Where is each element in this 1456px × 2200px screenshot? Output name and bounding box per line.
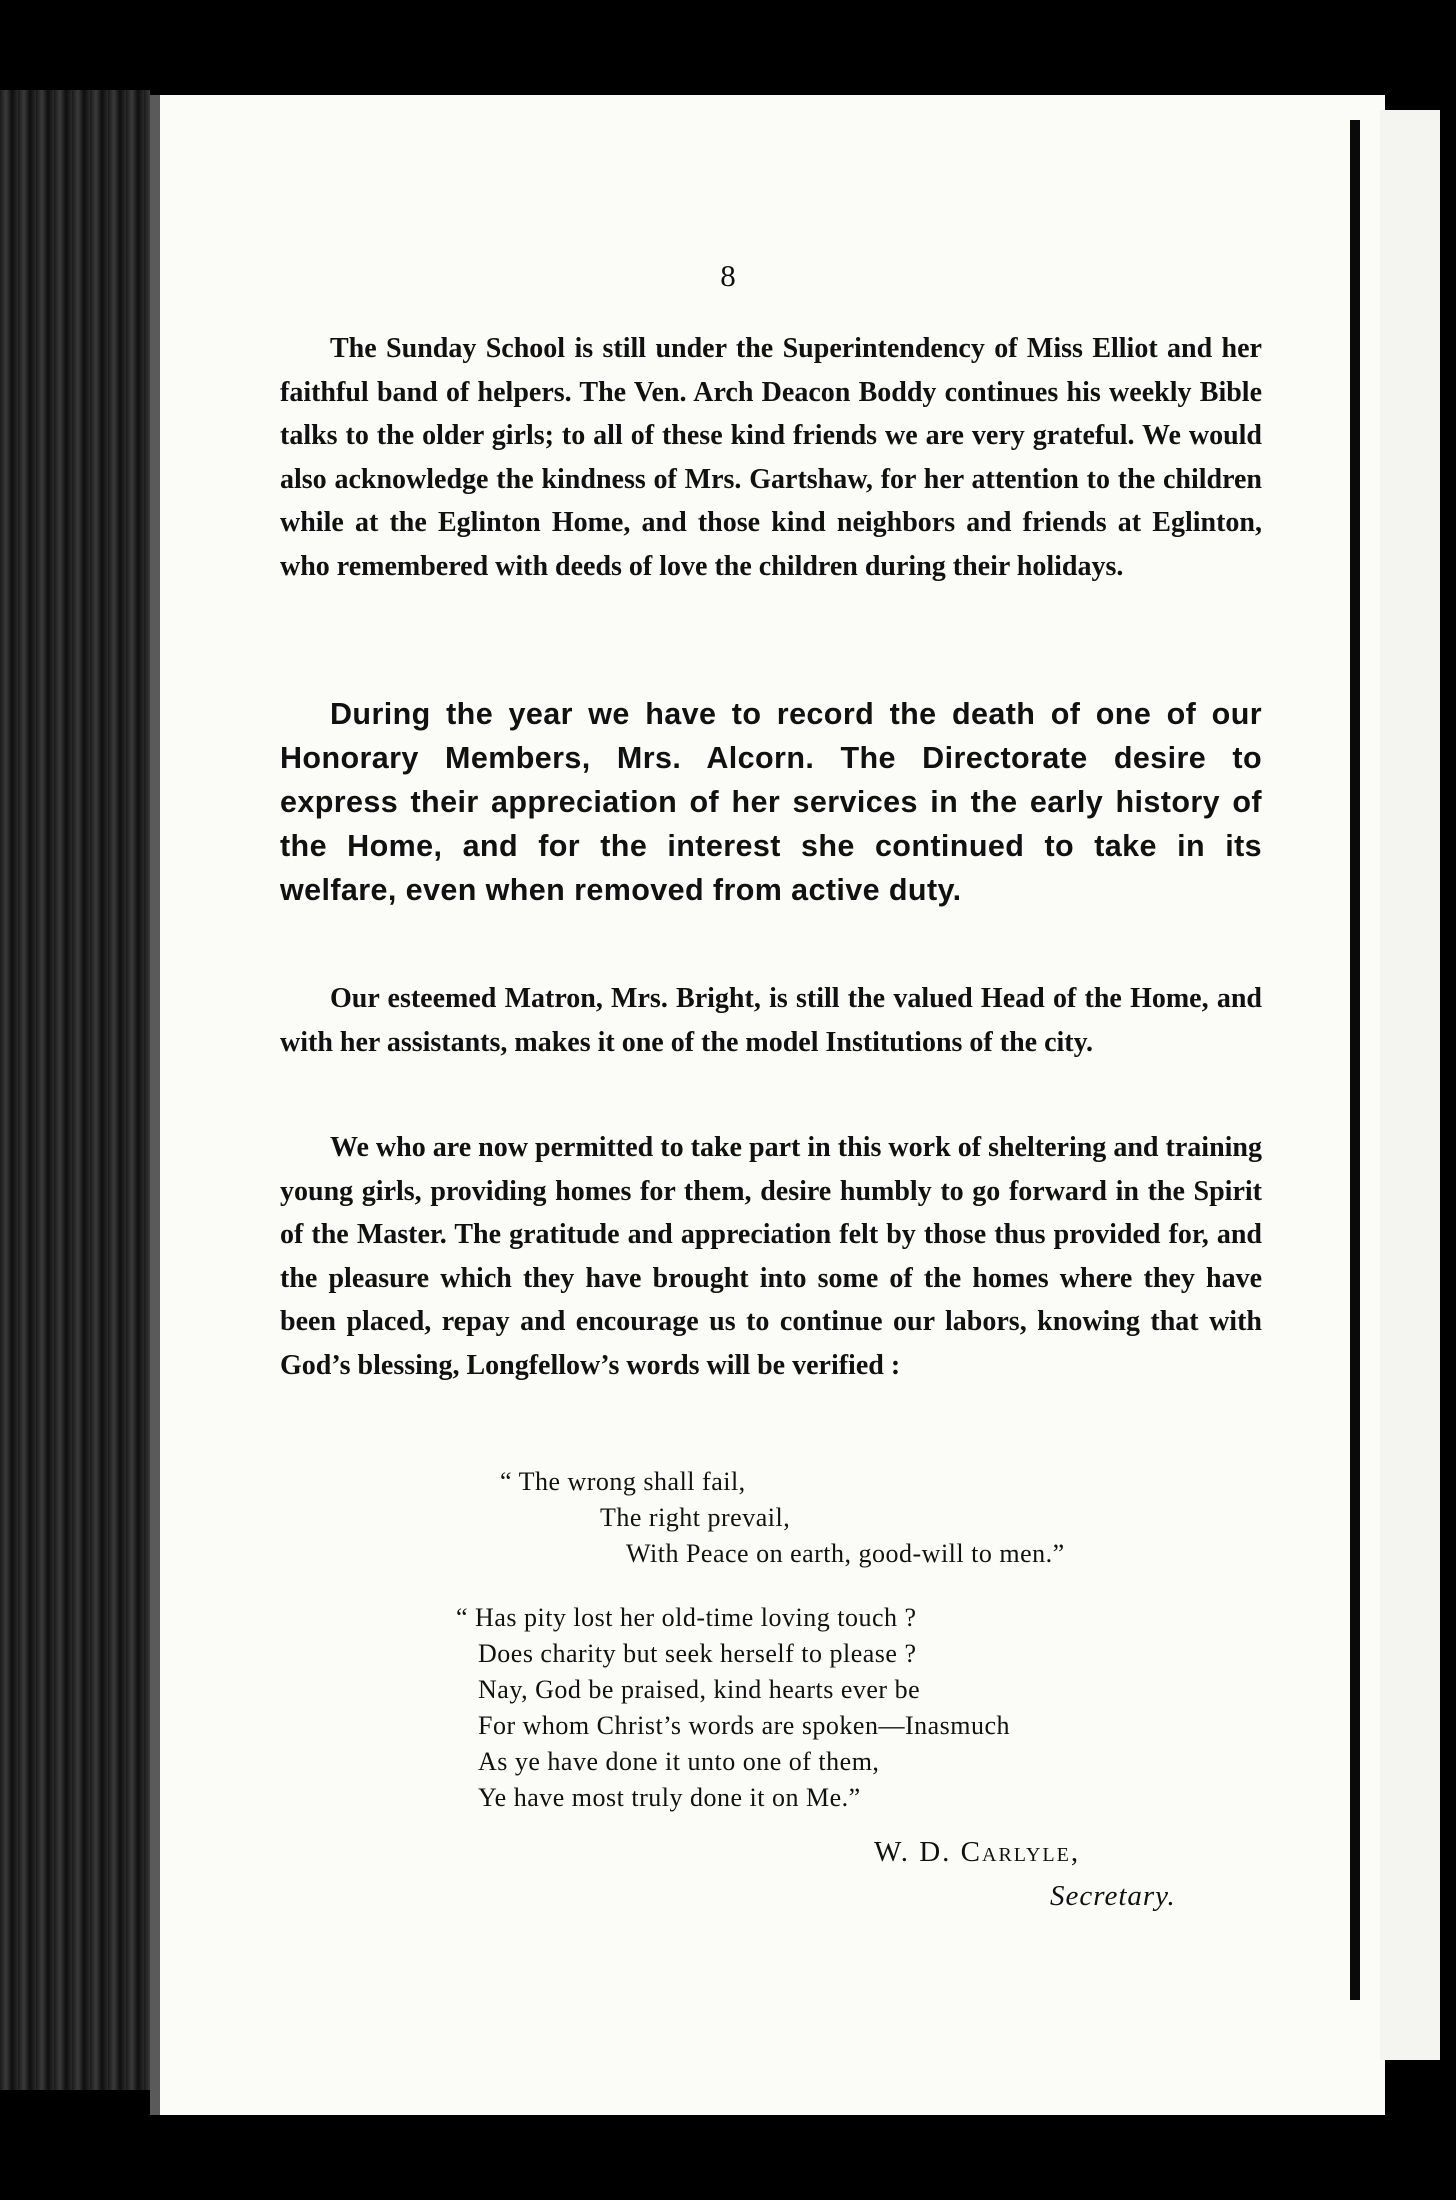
poem-line: Ye have most truly done it on Me.” bbox=[478, 1783, 861, 1812]
signature-name: W. D. Carlyle, bbox=[874, 1836, 1081, 1868]
poem-line: As ye have done it unto one of them, bbox=[478, 1747, 880, 1776]
paragraph-closing: We who are now permitted to take part in this work of sheltering and training young girls, providing homes for them, desire humbly to go forward in the Spirit of the Master. The gratitude and appreciation felt by those thus provided for, and the pleasure which they have brought into some of the homes where they have been placed, repay and encourage us to continue our labors, knowing that with God’s blessing, Longfellow’s words will be verified : bbox=[280, 1132, 1262, 1381]
page-edge bbox=[1350, 120, 1360, 2000]
page-number: 8 bbox=[720, 258, 736, 293]
next-page-edge bbox=[1380, 110, 1440, 2060]
poem-line: Does charity but seek herself to please ? bbox=[478, 1639, 917, 1668]
paragraph-death-notice: During the year we have to record the death of one of our Honorary Members, Mrs. Alcorn. The Directorate desire to express their appreciation of her services in the early history of the Home, and for the interest she continued to take in its welfare, even when removed from active duty. bbox=[280, 697, 1262, 907]
paragraph-matron: Our esteemed Matron, Mrs. Bright, is still the valued Head of the Home, and with her assistants, makes it one of the model Institutions of the city. bbox=[280, 983, 1262, 1058]
paragraph-sunday-school: The Sunday School is still under the Superintendency of Miss Elliot and her faithful band of helpers. The Ven. Arch Deacon Boddy continues his weekly Bible talks to the older girls; to all of these kind friends we are very grateful. We would also acknowledge the kindness of Mrs. Gartshaw, for her attention to the children while at the Eglinton Home, and those kind neighbors and friends at Eglinton, who remembered with deeds of love the children during their holidays. bbox=[280, 333, 1262, 582]
poem-inasmuch bbox=[456, 1600, 1010, 1816]
poem-line: “ The wrong shall fail, bbox=[500, 1467, 746, 1496]
poem-line: “ Has pity lost her old-time loving touch ? bbox=[456, 1603, 917, 1632]
poem-line: Nay, God be praised, kind hearts ever be bbox=[478, 1675, 921, 1704]
signature-title: Secretary. bbox=[1050, 1880, 1176, 1912]
poem-line: The right prevail, bbox=[600, 1503, 791, 1532]
poem-line: With Peace on earth, good-will to men.” bbox=[626, 1539, 1065, 1568]
book-spine bbox=[0, 90, 150, 2090]
poem-longfellow bbox=[500, 1464, 1065, 1572]
poem-line: For whom Christ’s words are spoken—Inasmuch bbox=[478, 1711, 1011, 1740]
